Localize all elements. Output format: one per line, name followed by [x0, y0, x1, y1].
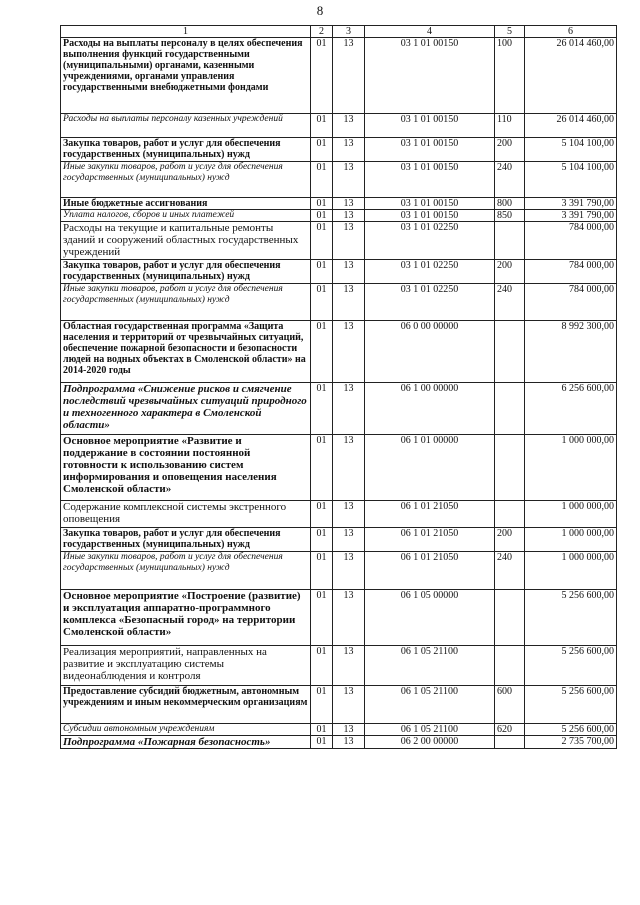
amount-cell: 784 000,00 — [525, 284, 617, 321]
row-name-cell: Иные закупки товаров, работ и услуг для обеспечения государственных (муниципальных) нужд — [61, 162, 311, 198]
expense-type-cell — [495, 321, 525, 383]
target-article-cell: 03 1 01 00150 — [365, 210, 495, 222]
target-article-cell: 06 1 05 21100 — [365, 724, 495, 736]
amount-cell: 5 256 600,00 — [525, 590, 617, 646]
section-code-cell: 01 — [311, 321, 333, 383]
subsection-code-cell: 13 — [333, 435, 365, 501]
expense-type-cell: 240 — [495, 162, 525, 198]
subsection-code-cell: 13 — [333, 284, 365, 321]
row-name-cell: Закупка товаров, работ и услуг для обеспечения государственных (муниципальных) нужд — [61, 528, 311, 552]
target-article-cell: 03 1 01 00150 — [365, 198, 495, 210]
table-row — [61, 138, 617, 162]
expense-type-cell: 600 — [495, 686, 525, 724]
table-row — [61, 686, 617, 724]
column-header: 4 — [365, 26, 495, 38]
expense-type-cell: 200 — [495, 528, 525, 552]
target-article-cell: 06 0 00 00000 — [365, 321, 495, 383]
expense-type-cell: 240 — [495, 552, 525, 590]
section-code-cell: 01 — [311, 686, 333, 724]
table-row — [61, 528, 617, 552]
expense-type-cell — [495, 222, 525, 260]
section-code-cell: 01 — [311, 210, 333, 222]
expense-type-cell — [495, 590, 525, 646]
page-number: 8 — [316, 3, 324, 18]
row-name-cell: Иные закупки товаров, работ и услуг для обеспечения государственных (муниципальных) нужд — [61, 284, 311, 321]
target-article-cell: 03 1 01 00150 — [365, 162, 495, 198]
amount-cell: 1 000 000,00 — [525, 435, 617, 501]
table-row — [61, 552, 617, 590]
section-code-cell: 01 — [311, 435, 333, 501]
section-code-cell: 01 — [311, 501, 333, 528]
target-article-cell: 06 1 01 21050 — [365, 528, 495, 552]
section-code-cell: 01 — [311, 552, 333, 590]
expense-type-cell: 620 — [495, 724, 525, 736]
row-name-cell: Основное мероприятие «Развитие и поддержание в состоянии постоянной готовности к использованию систем информирования и оповещения населения Смоленской области» — [61, 435, 311, 501]
row-name-cell: Содержание комплексной системы экстренного оповещения — [61, 501, 311, 528]
section-code-cell: 01 — [311, 724, 333, 736]
amount-cell: 1 000 000,00 — [525, 501, 617, 528]
expense-type-cell: 110 — [495, 114, 525, 138]
target-article-cell: 03 1 01 00150 — [365, 114, 495, 138]
row-name-cell: Субсидии автономным учреждениям — [61, 724, 311, 736]
column-header: 1 — [61, 26, 311, 38]
amount-cell: 26 014 460,00 — [525, 38, 617, 114]
table-row — [61, 646, 617, 686]
subsection-code-cell: 13 — [333, 138, 365, 162]
target-article-cell: 03 1 01 02250 — [365, 260, 495, 284]
subsection-code-cell: 13 — [333, 646, 365, 686]
table-row — [61, 284, 617, 321]
amount-cell: 5 256 600,00 — [525, 686, 617, 724]
amount-cell: 8 992 300,00 — [525, 321, 617, 383]
subsection-code-cell: 13 — [333, 198, 365, 210]
target-article-cell: 06 1 05 21100 — [365, 686, 495, 724]
expense-type-cell: 800 — [495, 198, 525, 210]
amount-cell: 784 000,00 — [525, 260, 617, 284]
subsection-code-cell: 13 — [333, 210, 365, 222]
subsection-code-cell: 13 — [333, 162, 365, 198]
row-name-cell: Иные закупки товаров, работ и услуг для обеспечения государственных (муниципальных) нужд — [61, 552, 311, 590]
table-row — [61, 114, 617, 138]
subsection-code-cell: 13 — [333, 501, 365, 528]
table-header-row — [61, 26, 617, 38]
amount-cell: 3 391 790,00 — [525, 198, 617, 210]
section-code-cell: 01 — [311, 138, 333, 162]
expense-type-cell — [495, 383, 525, 435]
row-name-cell: Подпрограмма «Снижение рисков и смягчение последствий чрезвычайных ситуаций природного и техногенного характера в Смоленской области» — [61, 383, 311, 435]
target-article-cell: 06 1 01 00000 — [365, 435, 495, 501]
expense-type-cell — [495, 736, 525, 749]
section-code-cell: 01 — [311, 383, 333, 435]
row-name-cell: Иные бюджетные ассигнования — [61, 198, 311, 210]
row-name-cell: Закупка товаров, работ и услуг для обеспечения государственных (муниципальных) нужд — [61, 138, 311, 162]
column-header: 3 — [333, 26, 365, 38]
table-row — [61, 383, 617, 435]
subsection-code-cell: 13 — [333, 321, 365, 383]
section-code-cell: 01 — [311, 528, 333, 552]
amount-cell: 2 735 700,00 — [525, 736, 617, 749]
amount-cell: 1 000 000,00 — [525, 528, 617, 552]
expense-type-cell — [495, 435, 525, 501]
row-name-cell: Расходы на выплаты персоналу в целях обеспечения выполнения функций государственными (муниципальными) органами, казенными учреждениями, органами управления государственными внебюджетными фондами — [61, 38, 311, 114]
section-code-cell: 01 — [311, 38, 333, 114]
target-article-cell: 03 1 01 00150 — [365, 38, 495, 114]
table-body — [61, 38, 617, 749]
subsection-code-cell: 13 — [333, 383, 365, 435]
table-row — [61, 162, 617, 198]
row-name-cell: Предоставление субсидий бюджетным, автономным учреждениям и иным некоммерческим организациям — [61, 686, 311, 724]
subsection-code-cell: 13 — [333, 528, 365, 552]
amount-cell: 5 104 100,00 — [525, 138, 617, 162]
section-code-cell: 01 — [311, 198, 333, 210]
table-row — [61, 260, 617, 284]
subsection-code-cell: 13 — [333, 590, 365, 646]
amount-cell: 26 014 460,00 — [525, 114, 617, 138]
subsection-code-cell: 13 — [333, 260, 365, 284]
budget-table — [60, 25, 617, 749]
subsection-code-cell: 13 — [333, 724, 365, 736]
subsection-code-cell: 13 — [333, 114, 365, 138]
target-article-cell: 06 1 05 21100 — [365, 646, 495, 686]
amount-cell: 6 256 600,00 — [525, 383, 617, 435]
target-article-cell: 03 1 01 00150 — [365, 138, 495, 162]
expense-type-cell — [495, 646, 525, 686]
expense-type-cell — [495, 501, 525, 528]
amount-cell: 3 391 790,00 — [525, 210, 617, 222]
table-row — [61, 736, 617, 749]
amount-cell: 1 000 000,00 — [525, 552, 617, 590]
expense-type-cell: 850 — [495, 210, 525, 222]
subsection-code-cell: 13 — [333, 38, 365, 114]
table-row — [61, 198, 617, 210]
table-row — [61, 435, 617, 501]
row-name-cell: Областная государственная программа «Защита населения и территорий от чрезвычайных ситуаций, обеспечение пожарной безопасности и безопасности людей на водных объектах в Смоленской области» на 2014-2020 годы — [61, 321, 311, 383]
section-code-cell: 01 — [311, 114, 333, 138]
amount-cell: 5 104 100,00 — [525, 162, 617, 198]
table-row — [61, 501, 617, 528]
table-row — [61, 38, 617, 114]
target-article-cell: 06 1 05 00000 — [365, 590, 495, 646]
section-code-cell: 01 — [311, 736, 333, 749]
section-code-cell: 01 — [311, 260, 333, 284]
section-code-cell: 01 — [311, 590, 333, 646]
subsection-code-cell: 13 — [333, 736, 365, 749]
target-article-cell: 06 1 01 21050 — [365, 552, 495, 590]
column-header: 5 — [495, 26, 525, 38]
row-name-cell: Расходы на текущие и капитальные ремонты зданий и сооружений областных государственных учреждений — [61, 222, 311, 260]
expense-type-cell: 240 — [495, 284, 525, 321]
row-name-cell: Реализация мероприятий, направленных на развитие и эксплуатацию системы видеонаблюдения и контроля — [61, 646, 311, 686]
section-code-cell: 01 — [311, 222, 333, 260]
amount-cell: 5 256 600,00 — [525, 646, 617, 686]
row-name-cell: Основное мероприятие «Построение (развитие) и эксплуатация аппаратно-программного комплекса «Безопасный город» на территории Смоленской области» — [61, 590, 311, 646]
column-header: 6 — [525, 26, 617, 38]
column-header: 2 — [311, 26, 333, 38]
target-article-cell: 03 1 01 02250 — [365, 284, 495, 321]
amount-cell: 784 000,00 — [525, 222, 617, 260]
row-name-cell: Уплата налогов, сборов и иных платежей — [61, 210, 311, 222]
table-row — [61, 590, 617, 646]
table-row — [61, 210, 617, 222]
table-row — [61, 724, 617, 736]
target-article-cell: 06 1 00 00000 — [365, 383, 495, 435]
subsection-code-cell: 13 — [333, 686, 365, 724]
row-name-cell: Расходы на выплаты персоналу казенных учреждений — [61, 114, 311, 138]
target-article-cell: 03 1 01 02250 — [365, 222, 495, 260]
target-article-cell: 06 2 00 00000 — [365, 736, 495, 749]
table-row — [61, 222, 617, 260]
section-code-cell: 01 — [311, 284, 333, 321]
table-row — [61, 321, 617, 383]
amount-cell: 5 256 600,00 — [525, 724, 617, 736]
subsection-code-cell: 13 — [333, 222, 365, 260]
row-name-cell: Закупка товаров, работ и услуг для обеспечения государственных (муниципальных) нужд — [61, 260, 311, 284]
row-name-cell: Подпрограмма «Пожарная безопасность» — [61, 736, 311, 749]
section-code-cell: 01 — [311, 162, 333, 198]
expense-type-cell: 100 — [495, 38, 525, 114]
expense-type-cell: 200 — [495, 260, 525, 284]
section-code-cell: 01 — [311, 646, 333, 686]
expense-type-cell: 200 — [495, 138, 525, 162]
subsection-code-cell: 13 — [333, 552, 365, 590]
target-article-cell: 06 1 01 21050 — [365, 501, 495, 528]
